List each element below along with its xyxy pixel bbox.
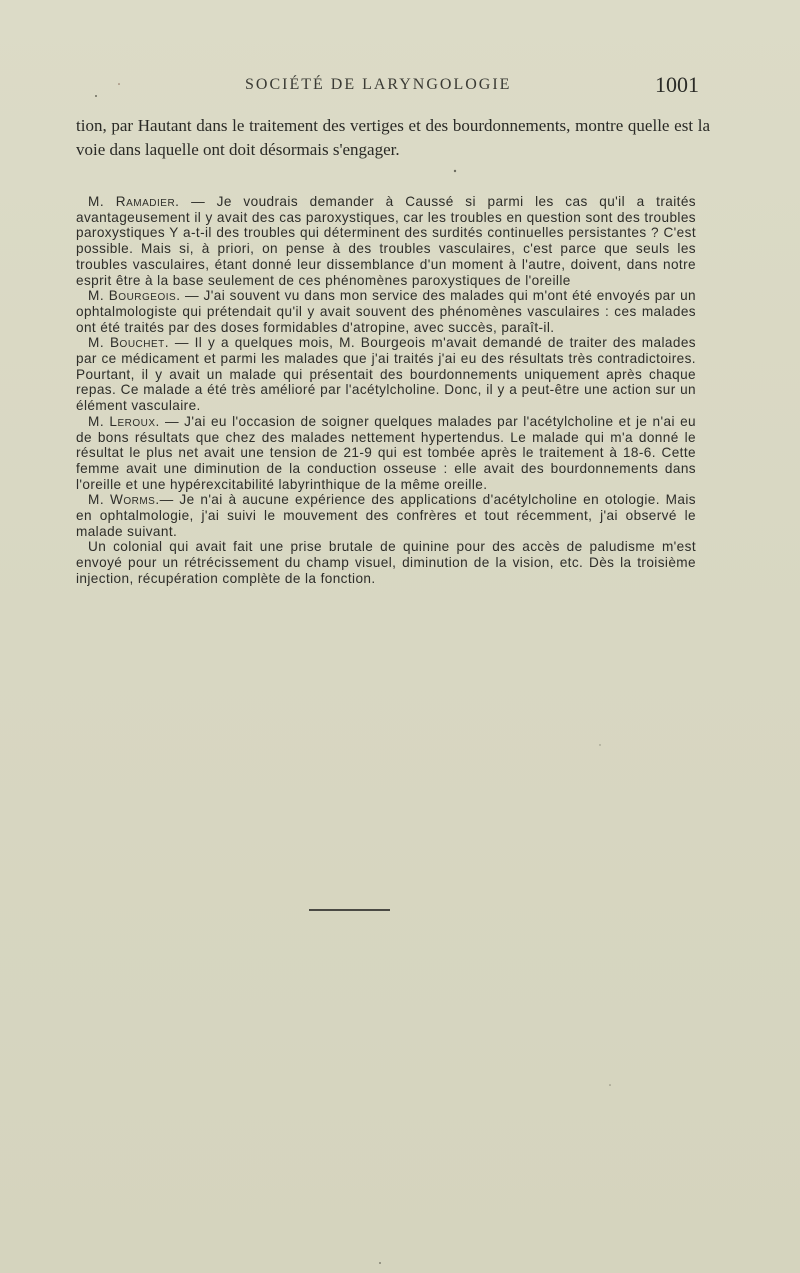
paragraph-bouchet [76,335,696,414]
paragraph-bourgeois [76,288,696,335]
page-header [0,74,800,102]
paragraph-text: — J'ai eu l'occasion de soigner quelques malades par l'acétylcholine et je n'ai eu de bons résultats que chez des malades nettement hypertendus. Le malade qui m'a donné le résultat le plus net avait une tension de 21-9 qui est tombée après le traitement à 18-6. Cette femme avait une diminution de la conduction osseuse : elle avait des bourdonnements dans l'oreille et une hypérexcitabilité labyrinthique de la même oreille. [76,413,696,492]
section-end-rule [309,909,390,911]
paragraph-worms [76,492,696,539]
running-title: SOCIÉTÉ DE LARYNGOLOGIE [245,76,512,93]
discussion-body [76,194,696,587]
paragraph-text: — J'ai souvent vu dans mon service des malades qui m'ont été envoyés par un ophtalmologiste qui prétendait qu'il y avait souvent des phénomènes vasculaires : ces malades ont été traités par des doses formidables d'atropine, avec succès, paraît-il. [76,288,696,335]
page-number: 1001 [655,72,699,97]
paragraph-text: Un colonial qui avait fait une prise brutale de quinine pour des accès de paludisme m'est envoyé pour un rétrécissement du champ visuel, diminution de la vision, etc. Dès la troisième injection, récupération complète de la fonction. [76,539,696,586]
paragraph-text: — Je voudrais demander à Caussé si parmi les cas qu'il a traités avantageusement il y avait des cas paroxystiques, car les troubles en question sont des troubles paroxystiques Y a-t-il des troubles qui déterminent des surdités continuelles persistantes ? C'est possible. Mais si, à priori, on pense à des troubles vasculaires, c'est parce que seuls les troubles vasculaires, étant donné leur dissemblance d'un moment à l'autre, doivent, dans notre esprit être à la base seulement de ces phénomènes paroxystiques de l'oreille [76,194,696,288]
paragraph-text: — Je n'ai à aucune expérience des applications d'acétylcholine en otologie. Mais en ophtalmologie, j'ai suivi le mouvement des confrères et tout récemment, j'ai observé le malade suivant. [76,492,696,539]
intro-paragraph: tion, par Hautant dans le traitement des vertiges et des bourdonnements, montre quelle est la voie dans laquelle ont doit désormais s'engager. [76,116,710,159]
speaker-name: M. Leroux. [88,413,160,429]
paragraph-text: — Il y a quelques mois, M. Bourgeois m'avait demandé de traiter des malades par ce médicament et parmi les malades que j'ai traités j'ai eu des résultats très contradictoires. Pourtant, il y avait un malade qui présentait des bourdonnements uniquement après chaque repas. Ce malade a été très amélioré par l'acétylcholine. Donc, il y a peut-être une action sur un élément vasculaire. [76,335,696,414]
speaker-name: M. Worms. [88,492,160,508]
paragraph-ramadier [76,194,696,288]
paragraph-leroux [76,414,696,493]
speaker-name: M. Ramadier. [88,194,180,209]
speaker-name: M. Bourgeois. [88,288,181,304]
paragraph-colonial-case [76,539,696,586]
speaker-name: M. Bouchet. [88,335,170,351]
